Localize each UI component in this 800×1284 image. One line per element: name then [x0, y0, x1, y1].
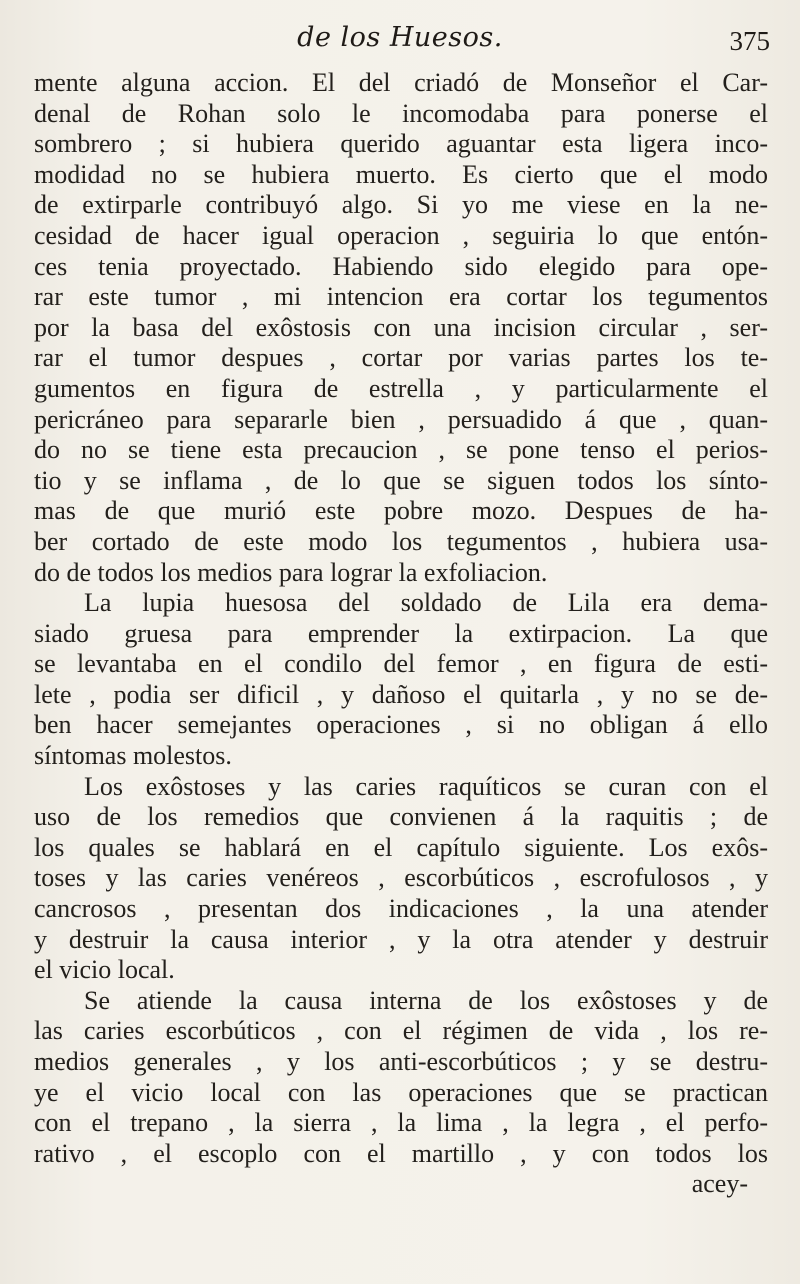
text-line: ben hacer semejantes operaciones , si no obligan á ello — [34, 710, 768, 740]
text-line: tio y se inflama , de lo que se siguen todos los sínto- — [34, 465, 768, 495]
text-line: el vicio local. — [34, 955, 175, 985]
text-line: se levantaba en el condilo del femor , en figura de esti- — [34, 649, 768, 679]
page-number: 375 — [729, 26, 770, 56]
text-line: uso de los remedios que convienen á la raquitis ; de — [34, 802, 768, 832]
text-line: por la basa del exôstosis con una incision circular , ser- — [34, 312, 768, 342]
running-title: de los Huesos. — [297, 22, 503, 53]
text-line: ye el vicio local con las operaciones que se practican — [34, 1077, 768, 1107]
text-line: ber cortado de este modo los tegumentos , hubiera usa- — [34, 526, 768, 556]
text-line: rar el tumor despues , cortar por varias partes los te- — [34, 343, 768, 373]
text-line: cancrosos , presentan dos indicaciones , la una atender — [34, 894, 768, 924]
running-head — [0, 8, 800, 68]
text-line: de extirparle contribuyó algo. Si yo me viese en la ne- — [34, 190, 768, 220]
catchword: acey- — [691, 1169, 748, 1199]
text-line: toses y las caries venéreos , escorbúticos , escrofulosos , y — [34, 863, 768, 893]
text-line: lete , podia ser dificil , y dañoso el quitarla , y no se de- — [34, 679, 768, 709]
text-line: gumentos en figura de estrella , y particularmente el — [34, 373, 768, 403]
text-line: síntomas molestos. — [34, 741, 232, 771]
text-line: sombrero ; si hubiera querido aguantar esta ligera inco- — [34, 129, 768, 159]
text-line: mente alguna accion. El del criadó de Monseñor el Car- — [34, 68, 768, 97]
text-line: mas de que murió este pobre mozo. Despues de ha- — [34, 496, 768, 526]
text-line: modidad no se hubiera muerto. Es cierto que el modo — [34, 159, 768, 189]
text-line: y destruir la causa interior , y la otra atender y destruir — [34, 924, 768, 954]
text-line: las caries escorbúticos , con el régimen de vida , los re- — [34, 1016, 768, 1046]
text-line: rar este tumor , mi intencion era cortar los tegumentos — [34, 282, 768, 312]
paragraph-start: Los exôstoses y las caries raquíticos se curan con el — [84, 771, 768, 801]
text-line: rativo , el escoplo con el martillo , y con todos los — [34, 1138, 768, 1168]
text-line: cesidad de hacer igual operacion , seguiria lo que entón- — [34, 220, 768, 250]
text-line: medios generales , y los anti-escorbúticos ; y se destru- — [34, 1047, 768, 1076]
text-line: ces tenia proyectado. Habiendo sido elegido para ope- — [34, 251, 768, 281]
text-line: pericráneo para separarle bien , persuadido á que , quan- — [34, 404, 768, 434]
paragraph-start: Se atiende la causa interna de los exôstoses y de — [84, 985, 768, 1015]
text-line: do de todos los medios para lograr la exfoliacion. — [34, 557, 548, 587]
paragraph-start: La lupia huesosa del soldado de Lila era dema- — [84, 588, 768, 618]
text-line: do no se tiene esta precaucion , se pone tenso el perios- — [34, 435, 768, 465]
text-line: con el trepano , la sierra , la lima , la legra , el perfo- — [34, 1108, 768, 1138]
text-line: los quales se hablará en el capítulo siguiente. Los exôs- — [34, 832, 768, 862]
text-line: siado gruesa para emprender la extirpacion. La que — [34, 618, 768, 648]
body-text — [34, 68, 768, 1200]
text-line: denal de Rohan solo le incomodaba para ponerse el — [34, 98, 768, 128]
